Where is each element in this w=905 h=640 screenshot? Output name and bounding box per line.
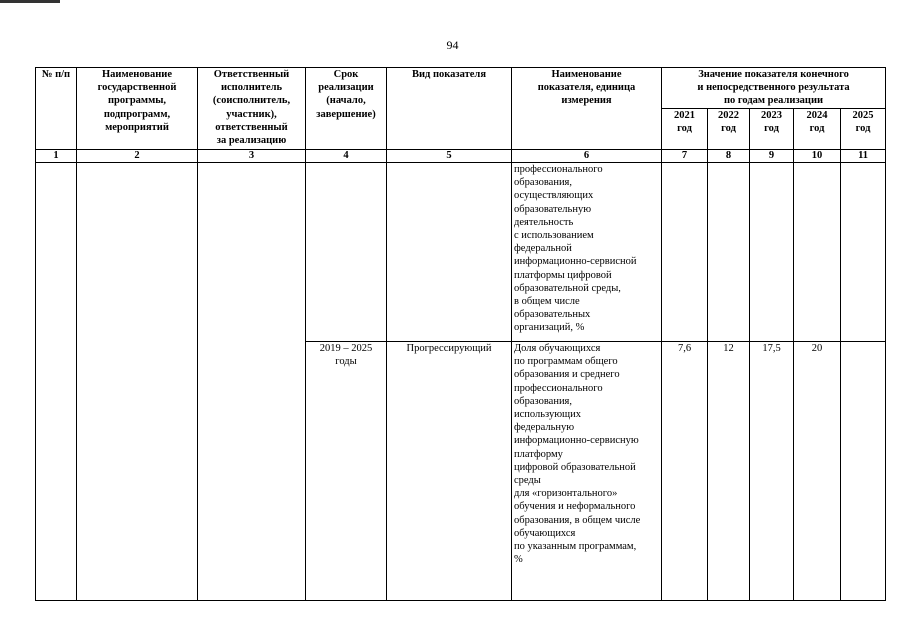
column-number-9: 9 bbox=[750, 150, 794, 163]
period-cell bbox=[306, 163, 387, 342]
column-number-6: 6 bbox=[512, 150, 662, 163]
value-2024-cell: 20 bbox=[794, 342, 841, 601]
header-year-2021: 2021 год bbox=[662, 109, 708, 150]
indicators-table bbox=[35, 67, 886, 601]
header-year-2025: 2025 год bbox=[841, 109, 886, 150]
value-2022-cell: 12 bbox=[708, 342, 750, 601]
row-number-cell bbox=[36, 163, 77, 601]
column-number-5: 5 bbox=[387, 150, 512, 163]
value-2025-cell bbox=[841, 342, 886, 601]
value-2024-cell bbox=[794, 163, 841, 342]
column-number-8: 8 bbox=[708, 150, 750, 163]
value-2022-cell bbox=[708, 163, 750, 342]
value-2021-cell bbox=[662, 163, 708, 342]
column-number-3: 3 bbox=[198, 150, 306, 163]
value-2023-cell bbox=[750, 163, 794, 342]
header-implementation-period: Срок реализации (начало, завершение) bbox=[306, 68, 387, 150]
indicator-type-cell bbox=[387, 163, 512, 342]
header-program-name: Наименование государственной программы, подпрограмм, мероприятий bbox=[77, 68, 198, 150]
executor-cell bbox=[198, 163, 306, 601]
header-indicator-type: Вид показателя bbox=[387, 68, 512, 150]
indicator-name-cell: профессионального образования, осуществляющих образовательную деятельность с использованием федеральной информационно-сервисной платформы цифровой образовательной среды, в общем числе образовательных организаций, % bbox=[512, 163, 662, 342]
header-year-2024: 2024 год bbox=[794, 109, 841, 150]
header-year-2022: 2022 год bbox=[708, 109, 750, 150]
header-responsible-executor: Ответственный исполнитель (соисполнитель, участник), ответственный за реализацию bbox=[198, 68, 306, 150]
program-name-cell bbox=[77, 163, 198, 601]
indicator-name-cell: Доля обучающихся по программам общего образования и среднего профессионального образования, использующих федеральную информационно-сервисную платформу цифровой образовательной среды для «горизонтального» обучения и неформального образования, в общем числе обучающихся по указанным программам, % bbox=[512, 342, 662, 601]
header-year-2023: 2023 год bbox=[750, 109, 794, 150]
header-indicator-name: Наименование показателя, единица измерения bbox=[512, 68, 662, 150]
header-row-number: № п/п bbox=[36, 68, 77, 150]
value-2023-cell: 17,5 bbox=[750, 342, 794, 601]
page-number: 94 bbox=[446, 38, 459, 52]
column-number-4: 4 bbox=[306, 150, 387, 163]
column-number-7: 7 bbox=[662, 150, 708, 163]
table-row bbox=[36, 163, 886, 342]
column-number-1: 1 bbox=[36, 150, 77, 163]
value-2025-cell bbox=[841, 163, 886, 342]
period-cell: 2019 – 2025 годы bbox=[306, 342, 387, 601]
column-number-10: 10 bbox=[794, 150, 841, 163]
value-2021-cell: 7,6 bbox=[662, 342, 708, 601]
column-number-11: 11 bbox=[841, 150, 886, 163]
scan-artifact-line bbox=[0, 0, 60, 3]
header-values-group: Значение показателя конечного и непосредственного результата по годам реализации bbox=[662, 68, 886, 109]
column-number-2: 2 bbox=[77, 150, 198, 163]
indicator-type-cell: Прогрессирующий bbox=[387, 342, 512, 601]
